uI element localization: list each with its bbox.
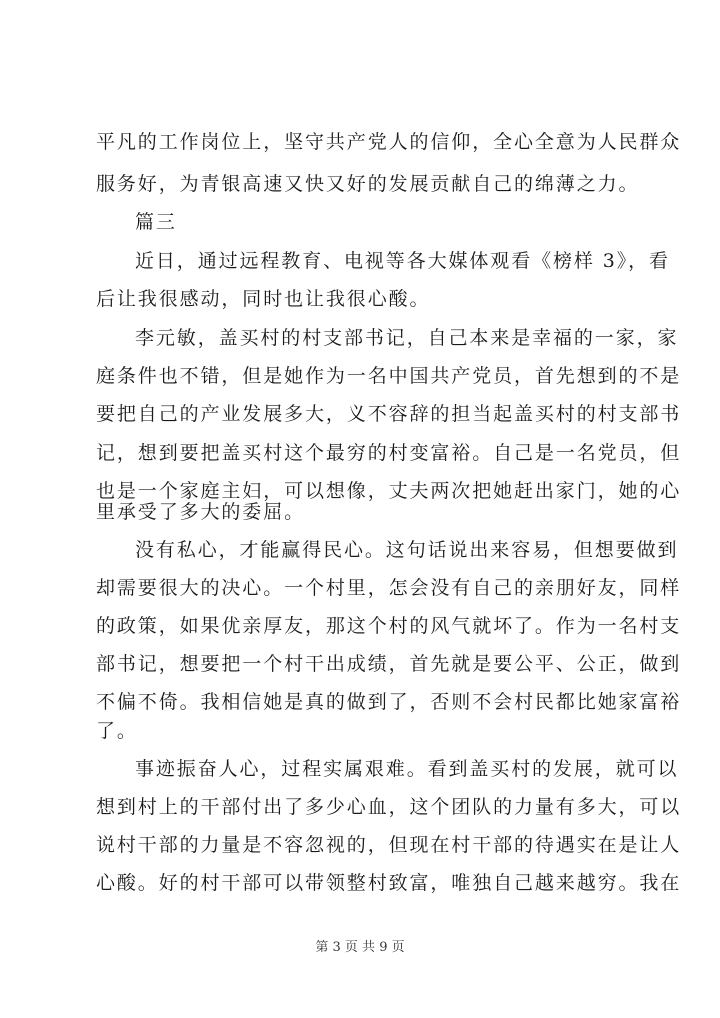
- text-line: 了。: [96, 720, 138, 742]
- text-line: 却需要很大的决心。一个村里，怎会没有自己的亲朋好友，同样: [96, 577, 682, 599]
- text-line: 的政策，如果优亲厚友，那这个村的风气就坏了。作为一名村支: [96, 615, 682, 637]
- text-line: 没有私心，才能赢得民心。这句话说出来容易，但想要做到: [135, 539, 679, 561]
- page-footer: 第 3 页 共 9 页: [315, 940, 405, 955]
- text-line: 想到村上的干部付出了多少心血，这个团队的力量有多大，可以: [96, 796, 682, 818]
- text-line: 要把自己的产业发展多大，义不容辞的担当起盖买村的村支部书: [96, 403, 682, 425]
- text-line: 不偏不倚。我相信她是真的做到了，否则不会村民都比她家富裕: [96, 691, 682, 713]
- text-line: 平凡的工作岗位上，坚守共产党人的信仰，全心全意为人民群众: [96, 131, 682, 153]
- text-line: 近日，通过远程教育、电视等各大媒体观看《榜样 3》，看: [135, 250, 670, 272]
- text-line: 庭条件也不错，但是她作为一名中国共产党员，首先想到的不是: [96, 365, 682, 387]
- text-line: 事迹振奋人心，过程实属艰难。看到盖买村的发展，就可以: [135, 758, 679, 780]
- text-line: 后让我很感动，同时也让我很心酸。: [96, 288, 431, 310]
- text-line: 服务好，为青银高速又快又好的发展贡献自己的绵薄之力。: [96, 173, 640, 195]
- text-line: 李元敏，盖买村的村支部书记，自己本来是幸福的一家，家: [135, 327, 679, 349]
- text-line: 说村干部的力量是不容忽视的，但现在村干部的待遇实在是让人: [96, 834, 682, 856]
- text-line: 也是一个家庭主妇，可以想像，丈夫两次把她赶出家门，她的心: [96, 480, 682, 502]
- text-line: 里承受了多大的委屈。: [96, 501, 306, 523]
- section-heading: 篇三: [135, 211, 177, 233]
- text-line: 心酸。好的村干部可以带领整村致富，唯独自己越来越穷。我在: [96, 872, 682, 894]
- text-line: 记，想到要把盖买村这个最穷的村变富裕。自己是一名党员，但: [96, 442, 682, 464]
- text-line: 部书记，想要把一个村干出成绩，首先就是要公平、公正，做到: [96, 653, 682, 675]
